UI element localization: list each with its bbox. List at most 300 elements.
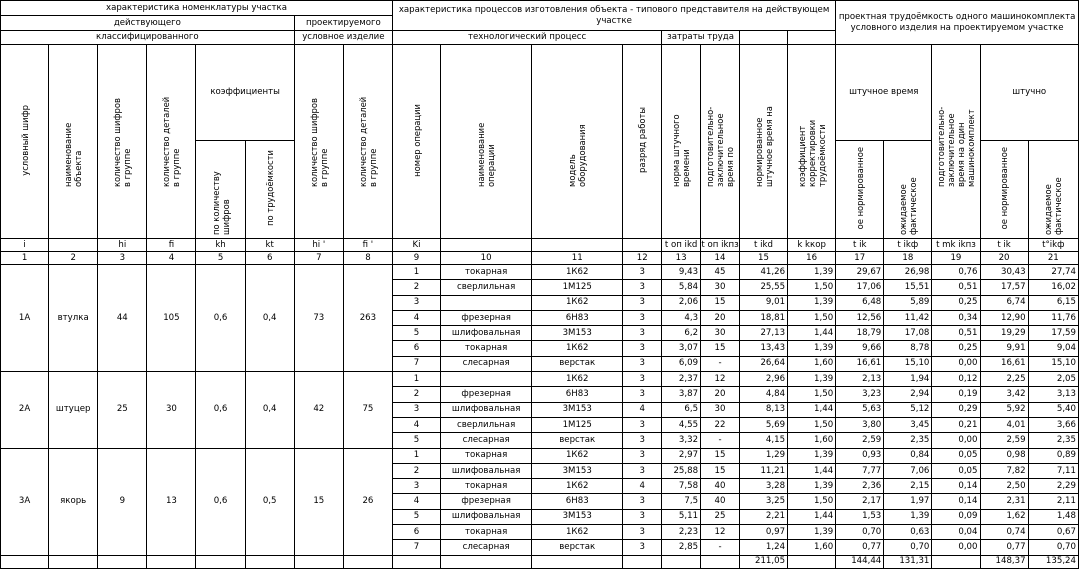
group-fi2: 26: [343, 448, 392, 555]
op-cell-20: 0,98: [980, 448, 1028, 463]
op-cell-13: 4,3: [662, 310, 701, 325]
op-cell-17: 29,67: [836, 265, 884, 280]
op-cell-19: 0,12: [932, 372, 980, 387]
op-cell-18: 5,89: [884, 295, 932, 310]
op-cell-21: 6,15: [1028, 295, 1078, 310]
op-cell-9: 2: [392, 387, 440, 402]
op-cell-21: 1,48: [1028, 509, 1078, 524]
op-cell-10: токарная: [441, 265, 532, 280]
op-cell-10: [441, 372, 532, 387]
total-cell-6: [245, 555, 294, 568]
op-cell-21: 16,02: [1028, 280, 1078, 295]
op-cell-18: 0,84: [884, 448, 932, 463]
op-cell-21: 15,10: [1028, 356, 1078, 371]
op-cell-17: 2,36: [836, 479, 884, 494]
op-cell-14: 12: [701, 372, 740, 387]
group-kt: 0,4: [245, 265, 294, 372]
total-cell-1: [1, 555, 49, 568]
op-cell-15: 3,25: [739, 494, 787, 509]
group-hi: 44: [98, 265, 147, 372]
op-cell-20: 3,42: [980, 387, 1028, 402]
group-fi2: 75: [343, 372, 392, 448]
op-cell-21: 2,05: [1028, 372, 1078, 387]
total-cell-11: [532, 555, 623, 568]
symbol-10: [441, 239, 532, 252]
total-cell-21: 135,24: [1028, 555, 1078, 568]
op-cell-12: 3: [623, 326, 662, 341]
op-cell-17: 12,56: [836, 310, 884, 325]
op-cell-14: 40: [701, 479, 740, 494]
op-cell-13: 25,88: [662, 463, 701, 478]
op-cell-19: 0,25: [932, 295, 980, 310]
op-cell-20: 7,82: [980, 463, 1028, 478]
op-cell-12: 3: [623, 448, 662, 463]
op-cell-19: 0,05: [932, 448, 980, 463]
col-number-9: 9: [392, 252, 440, 265]
op-cell-10: шлифовальная: [441, 509, 532, 524]
col-title-5: по количеству шифров: [196, 141, 245, 239]
total-cell-4: [147, 555, 196, 568]
op-cell-19: 0,00: [932, 433, 980, 448]
op-cell-11: верстак: [532, 433, 623, 448]
op-cell-21: 0,89: [1028, 448, 1078, 463]
op-cell-18: 2,35: [884, 433, 932, 448]
op-cell-11: 1К62: [532, 265, 623, 280]
total-cell-5: [196, 555, 245, 568]
header-labor-costs: затраты труда: [662, 31, 740, 45]
op-cell-15: 5,69: [739, 417, 787, 432]
op-cell-9: 5: [392, 326, 440, 341]
op-cell-16: 1,39: [788, 479, 836, 494]
col-number-7: 7: [294, 252, 343, 265]
op-cell-9: 4: [392, 310, 440, 325]
group-name: якорь: [49, 448, 98, 555]
symbol-20: t ik: [980, 239, 1028, 252]
op-cell-21: 0,70: [1028, 540, 1078, 555]
op-cell-19: 0,04: [932, 525, 980, 540]
col-number-20: 20: [980, 252, 1028, 265]
group-kt: 0,4: [245, 372, 294, 448]
col-number-18: 18: [884, 252, 932, 265]
header-coefficients: коэффициенты: [196, 45, 294, 141]
op-cell-13: 9,43: [662, 265, 701, 280]
header-piece-time: штучное время: [836, 45, 932, 141]
op-cell-13: 6,09: [662, 356, 701, 371]
op-cell-12: 3: [623, 509, 662, 524]
header-piece-trunc: штучно: [980, 45, 1079, 141]
op-cell-15: 4,84: [739, 387, 787, 402]
col-title-2: наименование объекта: [49, 45, 98, 239]
op-cell-20: 1,62: [980, 509, 1028, 524]
op-cell-13: 2,37: [662, 372, 701, 387]
op-cell-13: 5,11: [662, 509, 701, 524]
op-cell-15: 25,55: [739, 280, 787, 295]
op-cell-13: 2,97: [662, 448, 701, 463]
op-cell-11: 6Н83: [532, 494, 623, 509]
op-cell-19: 0,51: [932, 326, 980, 341]
col-title-14: подготовительно-заключительное время по: [701, 45, 740, 239]
op-cell-17: 3,23: [836, 387, 884, 402]
total-cell-16: [788, 555, 836, 568]
op-cell-15: 11,21: [739, 463, 787, 478]
op-cell-17: 0,93: [836, 448, 884, 463]
op-cell-12: 3: [623, 372, 662, 387]
symbol-2: [49, 239, 98, 252]
op-cell-19: 0,14: [932, 494, 980, 509]
op-cell-17: 0,70: [836, 525, 884, 540]
op-cell-11: 6Н83: [532, 387, 623, 402]
group-kh: 0,6: [196, 265, 245, 372]
op-cell-15: 18,81: [739, 310, 787, 325]
op-cell-13: 2,85: [662, 540, 701, 555]
op-cell-16: 1,50: [788, 417, 836, 432]
op-cell-21: 0,67: [1028, 525, 1078, 540]
col-title-16: коэффициент корректировки трудоёмкости: [788, 45, 836, 239]
col-title-9: номер операции: [392, 45, 440, 239]
op-cell-20: 30,43: [980, 265, 1028, 280]
op-cell-15: 41,26: [739, 265, 787, 280]
symbol-15: t ikd: [739, 239, 787, 252]
col-number-5: 5: [196, 252, 245, 265]
total-cell-13: [662, 555, 701, 568]
op-cell-9: 6: [392, 341, 440, 356]
op-cell-19: 0,21: [932, 417, 980, 432]
op-cell-16: 1,60: [788, 540, 836, 555]
op-cell-18: 1,97: [884, 494, 932, 509]
symbol-14: t оп ikпз: [701, 239, 739, 250]
group-kh: 0,6: [196, 448, 245, 555]
total-cell-15: 211,05: [739, 555, 787, 568]
op-cell-14: 15: [701, 295, 740, 310]
op-cell-16: 1,50: [788, 387, 836, 402]
op-cell-11: 1К62: [532, 372, 623, 387]
col-number-10: 10: [441, 252, 532, 265]
op-cell-10: токарная: [441, 448, 532, 463]
total-cell-2: [49, 555, 98, 568]
op-cell-20: 2,50: [980, 479, 1028, 494]
op-cell-21: 7,11: [1028, 463, 1078, 478]
op-cell-11: 1К62: [532, 295, 623, 310]
op-cell-18: 2,94: [884, 387, 932, 402]
col-title-7: количество шифров в группе: [294, 45, 343, 239]
op-cell-21: 11,76: [1028, 310, 1078, 325]
op-cell-10: фрезерная: [441, 387, 532, 402]
op-cell-10: токарная: [441, 525, 532, 540]
op-cell-14: 25: [701, 509, 740, 524]
op-cell-11: верстак: [532, 540, 623, 555]
op-cell-18: 1,39: [884, 509, 932, 524]
op-cell-12: 4: [623, 479, 662, 494]
op-cell-14: 20: [701, 387, 740, 402]
header-classified: классифицированного: [1, 31, 295, 45]
op-cell-11: 3М153: [532, 509, 623, 524]
col-number-12: 12: [623, 252, 662, 265]
op-cell-20: 4,01: [980, 417, 1028, 432]
col-title-19: подготовительно-заключительное время на один машинокомплект: [932, 45, 980, 239]
op-cell-16: 1,50: [788, 494, 836, 509]
col-title-18: ожидаемое фактическое: [884, 141, 932, 239]
op-cell-14: 40: [701, 494, 740, 509]
op-cell-19: 0,25: [932, 341, 980, 356]
op-cell-10: слесарная: [441, 433, 532, 448]
op-cell-16: 1,39: [788, 265, 836, 280]
op-cell-18: 17,08: [884, 326, 932, 341]
op-cell-21: 9,04: [1028, 341, 1078, 356]
op-cell-9: 3: [392, 295, 440, 310]
op-cell-11: 1М125: [532, 280, 623, 295]
symbol-6: kt: [245, 239, 294, 252]
total-cell-18: 131,31: [884, 555, 932, 568]
op-cell-13: 3,07: [662, 341, 701, 356]
symbol-12: [623, 239, 662, 252]
col-number-3: 3: [98, 252, 147, 265]
op-cell-20: 6,74: [980, 295, 1028, 310]
op-cell-21: 3,13: [1028, 387, 1078, 402]
op-cell-20: 2,59: [980, 433, 1028, 448]
symbol-3: hi: [98, 239, 147, 252]
op-cell-15: 2,21: [739, 509, 787, 524]
op-cell-12: 3: [623, 525, 662, 540]
op-cell-18: 26,98: [884, 265, 932, 280]
op-cell-17: 1,53: [836, 509, 884, 524]
symbol-8: fi ': [343, 239, 392, 252]
op-cell-14: 30: [701, 326, 740, 341]
op-cell-13: 3,32: [662, 433, 701, 448]
op-cell-19: 0,29: [932, 402, 980, 417]
op-cell-12: 3: [623, 463, 662, 478]
op-cell-21: 3,66: [1028, 417, 1078, 432]
op-cell-12: 4: [623, 402, 662, 417]
op-cell-14: 15: [701, 341, 740, 356]
op-cell-20: 16,61: [980, 356, 1028, 371]
op-cell-14: 15: [701, 448, 740, 463]
op-cell-18: 3,45: [884, 417, 932, 432]
symbol-16: k kкор: [788, 239, 836, 252]
op-cell-12: 3: [623, 417, 662, 432]
op-cell-21: 5,40: [1028, 402, 1078, 417]
col-number-4: 4: [147, 252, 196, 265]
col-title-20: ое нормированное: [980, 141, 1028, 239]
op-cell-9: 5: [392, 433, 440, 448]
op-cell-18: 15,10: [884, 356, 932, 371]
op-cell-15: 13,43: [739, 341, 787, 356]
op-cell-12: 3: [623, 310, 662, 325]
op-cell-20: 5,92: [980, 402, 1028, 417]
op-cell-10: фрезерная: [441, 310, 532, 325]
op-cell-14: -: [701, 433, 740, 448]
op-cell-18: 0,70: [884, 540, 932, 555]
op-cell-13: 2,06: [662, 295, 701, 310]
op-cell-16: 1,60: [788, 433, 836, 448]
col-title-1: условный шифр: [1, 45, 49, 239]
op-cell-21: 2,29: [1028, 479, 1078, 494]
op-cell-12: 3: [623, 433, 662, 448]
op-cell-19: 0,00: [932, 540, 980, 555]
table-row: [1, 265, 1079, 280]
op-cell-21: 17,59: [1028, 326, 1078, 341]
group-hi: 25: [98, 372, 147, 448]
col-title-6: по трудоёмкости: [245, 141, 294, 239]
symbol-18: t ikф: [884, 239, 932, 252]
op-cell-10: шлифовальная: [441, 402, 532, 417]
symbol-13: t оп ikd: [662, 239, 701, 252]
op-cell-17: 2,13: [836, 372, 884, 387]
op-cell-20: 2,25: [980, 372, 1028, 387]
header-conditional-product: условное изделие: [294, 31, 392, 45]
op-cell-11: верстак: [532, 356, 623, 371]
op-cell-10: сверлильная: [441, 417, 532, 432]
group-name: втулка: [49, 265, 98, 372]
op-cell-17: 7,77: [836, 463, 884, 478]
op-cell-9: 5: [392, 509, 440, 524]
symbol-11: [532, 239, 623, 252]
op-cell-16: 1,39: [788, 295, 836, 310]
section-processes: характеристика процессов изготовления объекта - типового представителя на действующем участке: [392, 1, 835, 31]
op-cell-20: 17,57: [980, 280, 1028, 295]
op-cell-13: 4,55: [662, 417, 701, 432]
group-code: 3А: [1, 448, 49, 555]
op-cell-15: 1,29: [739, 448, 787, 463]
group-hi: 9: [98, 448, 147, 555]
op-cell-12: 3: [623, 387, 662, 402]
group-code: 2А: [1, 372, 49, 448]
col-number-13: 13: [662, 252, 701, 265]
col-number-8: 8: [343, 252, 392, 265]
op-cell-9: 1: [392, 448, 440, 463]
col-title-15: нормированное штучное время на: [739, 45, 787, 239]
op-cell-12: 3: [623, 280, 662, 295]
op-cell-18: 0,63: [884, 525, 932, 540]
op-cell-17: 2,17: [836, 494, 884, 509]
op-cell-19: 0,34: [932, 310, 980, 325]
op-cell-16: 1,44: [788, 463, 836, 478]
op-cell-21: 2,11: [1028, 494, 1078, 509]
op-cell-18: 5,12: [884, 402, 932, 417]
col-number-15: 15: [739, 252, 787, 265]
op-cell-16: 1,44: [788, 402, 836, 417]
op-cell-14: 30: [701, 280, 740, 295]
op-cell-19: 0,14: [932, 479, 980, 494]
op-cell-13: 6,5: [662, 402, 701, 417]
op-cell-16: 1,44: [788, 509, 836, 524]
group-hi2: 15: [294, 448, 343, 555]
op-cell-14: -: [701, 356, 740, 371]
op-cell-18: 11,42: [884, 310, 932, 325]
total-cell-3: [98, 555, 147, 568]
col-number-2: 2: [49, 252, 98, 265]
op-cell-11: 3М153: [532, 402, 623, 417]
op-cell-9: 1: [392, 265, 440, 280]
op-cell-21: 27,74: [1028, 265, 1078, 280]
col-title-11: модель оборудования: [532, 45, 623, 239]
total-cell-17: 144,44: [836, 555, 884, 568]
op-cell-21: 2,35: [1028, 433, 1078, 448]
op-cell-10: токарная: [441, 479, 532, 494]
op-cell-20: 2,31: [980, 494, 1028, 509]
op-cell-10: сверлильная: [441, 280, 532, 295]
total-cell-9: [392, 555, 440, 568]
op-cell-19: 0,76: [932, 265, 980, 280]
op-cell-12: 3: [623, 540, 662, 555]
col-number-1: 1: [1, 252, 49, 265]
group-code: 1А: [1, 265, 49, 372]
op-cell-14: 30: [701, 402, 740, 417]
op-cell-20: 9,91: [980, 341, 1028, 356]
section-nomenclature: характеристика номенклатуры участка: [1, 1, 393, 16]
op-cell-14: 22: [701, 417, 740, 432]
op-cell-15: 2,96: [739, 372, 787, 387]
op-cell-15: 26,64: [739, 356, 787, 371]
total-cell-12: [623, 555, 662, 568]
op-cell-16: 1,39: [788, 341, 836, 356]
group-fi: 13: [147, 448, 196, 555]
op-cell-16: 1,50: [788, 310, 836, 325]
header-current: действующего: [1, 16, 295, 31]
op-cell-14: 20: [701, 310, 740, 325]
op-cell-17: 2,59: [836, 433, 884, 448]
op-cell-20: 12,90: [980, 310, 1028, 325]
op-cell-11: 1К62: [532, 448, 623, 463]
col-number-11: 11: [532, 252, 623, 265]
header-blank-16: [788, 31, 836, 45]
op-cell-14: 15: [701, 463, 740, 478]
op-cell-15: 1,24: [739, 540, 787, 555]
op-cell-20: 19,29: [980, 326, 1028, 341]
op-cell-9: 2: [392, 280, 440, 295]
col-number-6: 6: [245, 252, 294, 265]
op-cell-9: 2: [392, 463, 440, 478]
op-cell-13: 3,87: [662, 387, 701, 402]
op-cell-16: 1,39: [788, 372, 836, 387]
op-cell-15: 4,15: [739, 433, 787, 448]
total-cell-8: [343, 555, 392, 568]
op-cell-17: 16,61: [836, 356, 884, 371]
op-cell-11: 1К62: [532, 479, 623, 494]
col-title-13: норма штучного времени: [662, 45, 701, 239]
col-number-21: 21: [1028, 252, 1078, 265]
op-cell-18: 2,15: [884, 479, 932, 494]
op-cell-9: 3: [392, 479, 440, 494]
op-cell-13: 7,58: [662, 479, 701, 494]
op-cell-9: 3: [392, 402, 440, 417]
op-cell-9: 6: [392, 525, 440, 540]
op-cell-18: 7,06: [884, 463, 932, 478]
op-cell-17: 3,80: [836, 417, 884, 432]
op-cell-9: 4: [392, 494, 440, 509]
symbol-19: t mk ikпз: [932, 239, 980, 252]
op-cell-14: 45: [701, 265, 740, 280]
op-cell-11: 3М153: [532, 463, 623, 478]
op-cell-9: 1: [392, 372, 440, 387]
op-cell-10: [441, 295, 532, 310]
group-kh: 0,6: [196, 372, 245, 448]
op-cell-13: 5,84: [662, 280, 701, 295]
col-title-8: количество деталей в группе: [343, 45, 392, 239]
col-title-21: ожидаемое фактическое: [1028, 141, 1078, 239]
op-cell-11: 1К62: [532, 341, 623, 356]
op-cell-16: 1,60: [788, 356, 836, 371]
op-cell-19: 0,51: [932, 280, 980, 295]
op-cell-18: 8,78: [884, 341, 932, 356]
op-cell-12: 3: [623, 494, 662, 509]
symbol-21: t°ikф: [1028, 239, 1078, 252]
op-cell-12: 3: [623, 295, 662, 310]
op-cell-12: 3: [623, 341, 662, 356]
op-cell-16: 1,39: [788, 525, 836, 540]
group-fi: 105: [147, 265, 196, 372]
total-cell-7: [294, 555, 343, 568]
op-cell-17: 9,66: [836, 341, 884, 356]
